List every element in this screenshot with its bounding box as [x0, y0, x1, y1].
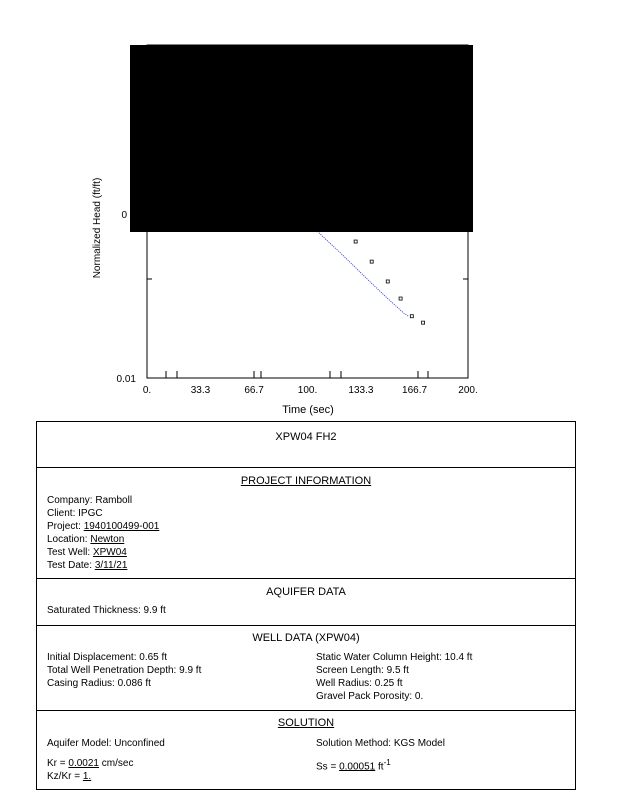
kr-value: 0.0021	[68, 758, 99, 769]
y-tick-label: 0	[121, 210, 127, 221]
x-tick-label: 200.	[458, 385, 478, 396]
well-radius-line: Well Radius: 0.25 ft	[316, 678, 403, 689]
test-well-label: Test Well:	[47, 547, 93, 558]
observed-point	[370, 260, 373, 263]
x-axis-ticks	[143, 385, 478, 396]
x-tick-label: 0.	[142, 385, 152, 396]
project-info-section	[37, 467, 575, 578]
test-well-line	[47, 547, 127, 558]
observed-point	[386, 280, 389, 283]
x-tick-label: 133.3	[348, 385, 374, 396]
kr-label: Kr =	[47, 758, 69, 769]
static-water-line: Static Water Column Height: 10.4 ft	[316, 652, 473, 663]
solution-method-line: Solution Method: KGS Model	[316, 738, 445, 749]
observed-point	[422, 321, 425, 324]
observed-point	[399, 297, 402, 300]
location-line	[47, 534, 124, 545]
location-label: Location:	[47, 534, 91, 545]
y-axis-ticks	[117, 210, 137, 385]
y-axis-label: Normalized Head (ft/ft)	[92, 177, 103, 279]
test-date-label: Test Date:	[47, 560, 95, 571]
kr-line	[47, 758, 133, 769]
ss-value: 0.00051	[339, 761, 376, 773]
x-tick-label: 33.3	[190, 385, 211, 396]
ss-line	[316, 758, 391, 772]
kzkr-value: 1.	[82, 771, 92, 782]
project-line	[47, 521, 159, 532]
ss-exponent: -1	[383, 758, 391, 767]
kr-unit: cm/sec	[99, 758, 134, 769]
project-info-heading: PROJECT INFORMATION	[240, 475, 372, 487]
screen-length-line: Screen Length: 9.5 ft	[316, 665, 409, 676]
gravel-pack-line: Gravel Pack Porosity: 0.	[316, 691, 424, 702]
report-title: XPW04 FH2	[275, 431, 337, 443]
ss-label: Ss =	[316, 761, 340, 773]
company-line: Company: Ramboll	[47, 495, 133, 506]
aquifer-data-heading: AQUIFER DATA	[266, 586, 346, 598]
y-tick-label: 0.01	[116, 374, 136, 385]
solution-section	[37, 710, 575, 791]
x-tick-label: 66.7	[244, 385, 264, 396]
client-line: Client: IPGC	[47, 508, 103, 519]
solution-heading: SOLUTION	[277, 717, 335, 729]
aquifer-data-section	[37, 578, 575, 625]
test-date-value: 3/11/21	[94, 560, 128, 571]
location-value: Newton	[90, 534, 125, 545]
casing-radius-line: Casing Radius: 0.086 ft	[47, 678, 151, 689]
saturated-thickness-line: Saturated Thickness: 9.9 ft	[47, 605, 166, 616]
aquifer-model-line: Aquifer Model: Unconfined	[47, 738, 165, 749]
test-date-line	[47, 560, 127, 571]
ss-unit: ft	[375, 761, 384, 773]
report-panel	[36, 421, 576, 790]
kzkr-line	[47, 771, 91, 782]
well-data-heading: WELL DATA (XPW04)	[252, 632, 360, 644]
initial-displacement-line: Initial Displacement: 0.65 ft	[47, 652, 168, 663]
kzkr-label: Kz/Kr =	[47, 771, 83, 782]
test-well-value: XPW04	[92, 547, 127, 558]
observed-point	[410, 315, 413, 318]
well-data-section	[37, 625, 575, 710]
observed-point	[354, 240, 357, 243]
redaction-block	[130, 45, 473, 232]
penetration-depth-line: Total Well Penetration Depth: 9.9 ft	[47, 665, 202, 676]
project-label: Project:	[47, 521, 84, 532]
minor-tick-marks	[166, 371, 428, 378]
x-axis-label: Time (sec)	[282, 404, 334, 416]
x-tick-label: 100.	[297, 385, 318, 396]
project-value: 1940100499-001	[83, 521, 160, 532]
x-tick-label: 166.7	[402, 385, 428, 396]
